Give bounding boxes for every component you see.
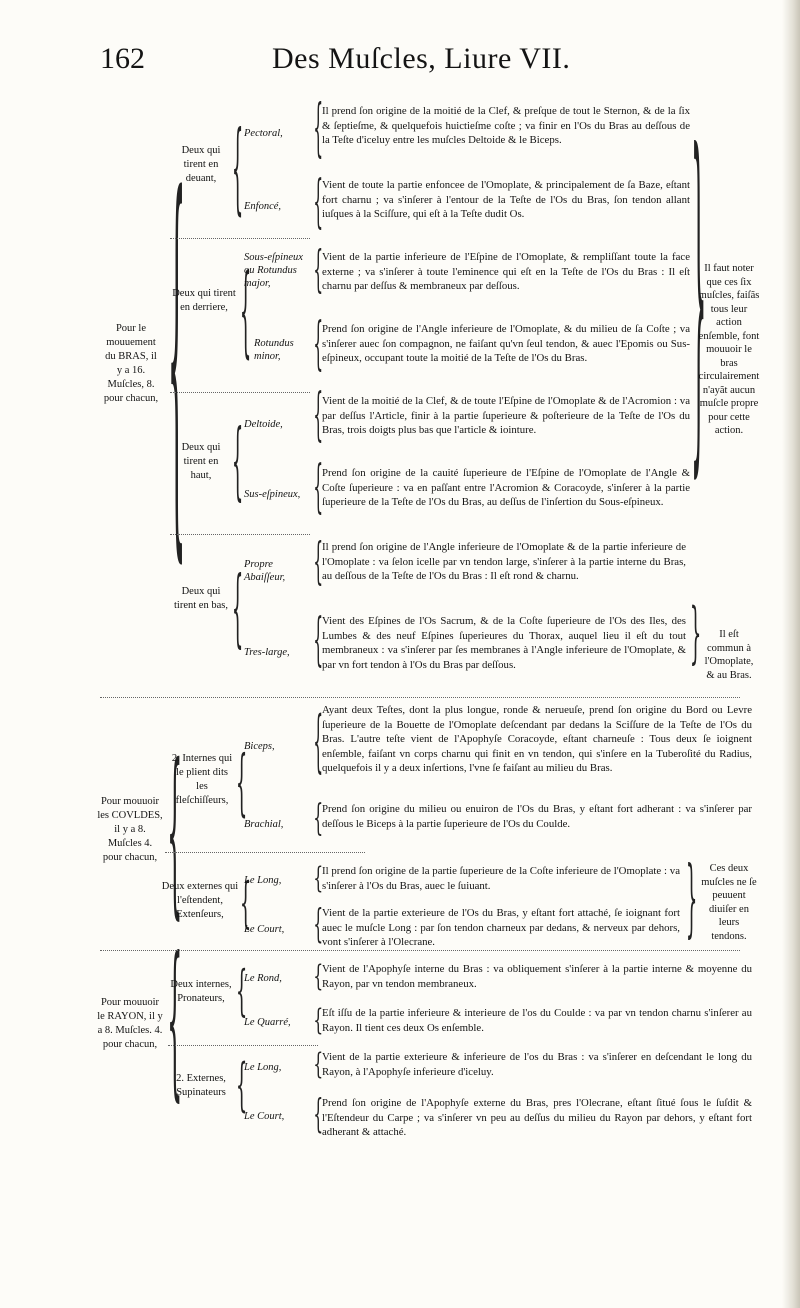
muscle-brace: { [313, 798, 324, 840]
muscle-text-deltoide: Vient de la moitié de la Clef, & de toute l'Eſpine de l'Omoplate & de l'Acromion : va par deſſus l'Article, finir à la partie ſuperieure & poſterieure de la Teſte de l'Os du Bras, trois doigts plus bas que l'article & iointure. [322, 395, 690, 436]
muscle-text-long-extenseur: Il prend ſon origine de la partie ſuperieure de la Coſte inferieure de l'Omoplate : va s'inſerer à l'Os du Bras, auec le ſuiuant. [322, 865, 680, 892]
subgroup-brace-derriere: { [239, 255, 252, 372]
group-label-bras: Pour le mouuement du BRAS, il y a 16. Muſcles, 8. pour chacun, [103, 323, 159, 404]
subgroup-brace-bas: { [231, 560, 244, 659]
muscle-name-long-supinateur: Le Long, [244, 1062, 282, 1073]
side-note-extenseurs: Ces deux muſcles ne ſe peuuent diuiſer en leurs tendons. [701, 863, 757, 942]
muscle-name-sous-espineux: Sous-eſpineux ou Rotundus major, [244, 252, 303, 289]
muscle-text-propre-abaisseur: Il prend ſon origine de l'Angle inferieure de l'Omoplate & de la partie inferieure de l'Omoplate : va ſelon icelle par vn tendon large, s'inſerer à la partie interne du Bras, au deſſous de la Teſte de l'Os du Bras : Il eſt rond & charnu. [322, 541, 686, 582]
muscle-brace: { [313, 170, 324, 236]
muscle-brace: { [313, 455, 324, 521]
group-brace-rayon: { [167, 925, 183, 1119]
muscle-text-rond: Vient de l'Apophyſe interne du Bras : va obliquement s'inſerer à la partie interne & moyenne du Rayon, par vn tendon membraneux. [322, 963, 752, 990]
muscle-name-biceps: Biceps, [244, 741, 275, 752]
muscle-brace: { [313, 608, 324, 674]
muscle-name-enfonce: Enfoncé, [244, 201, 282, 212]
subgroup-label-extenseurs: Deux externes qui l'eſtendent, Extenſeurs, [161, 881, 239, 920]
page-header [100, 42, 770, 82]
muscle-text-court-supinateur: Prend ſon origine de l'Apophyſe externe du Bras, pres l'Olecrane, eſtant ſitué ſous le ſuſdit & l'Eſtendeur du Carpe ; va s'inſerer vn peu au deſſus du milieu du Rayon par dehors, y eſtant fort adherant & attaché. [322, 1097, 752, 1138]
muscle-brace: { [313, 1004, 324, 1038]
muscle-text-sus-espineux: Prend ſon origine de la cauité ſuperieure de l'Eſpine de l'Omoplate de l'Angle & Coſte ſuperieure : va en paſſant entre l'Acromion & Coracoyde, s'inſerer à la partie ſuperieure de la Teſte de l'Os du Bras, au deſſus de l'inſertion du Sous-eſpineux. [322, 467, 690, 508]
muscle-name-tres-large: Tres-large, [244, 647, 290, 658]
muscle-name-pectoral: Pectoral, [244, 128, 283, 139]
muscle-text-tres-large: Vient des Eſpines de l'Os Sacrum, & de la Coſte ſuperieure de l'Os des Iles, des Lumbes & des neuf Eſpines ſuperieures du Thorax, auquel lieu il eſt du tout membraneux : va s'inſerer par ſes membranes à l'Angle inferieure de l'Omoplate, & par vn fort tendon à l'Os du Bras par deſſous. [322, 615, 686, 671]
muscle-brace: { [313, 312, 324, 378]
muscle-brace: { [313, 960, 324, 994]
subgroup-brace-pronateurs: { [235, 960, 248, 1024]
muscle-brace: { [313, 1092, 324, 1138]
subgroup-label-deuant: Deux qui tirent en deuant, [181, 145, 221, 184]
muscle-name-propre-abaisseur: Propre Abaiſſeur, [244, 559, 286, 583]
muscle-brace: { [313, 1048, 324, 1082]
separator [168, 1045, 318, 1046]
side-note-bras: Il faut noter que ces ſix muſcles, faiſãs tous leur action enſemble, font mouuoir le bras circulairement n'ayãt aucun muſcle propre pour cette action. [698, 263, 760, 436]
muscle-text-court-extenseur: Vient de la partie exterieure de l'Os du Bras, y eſtant fort attaché, ſe ioignant fort auec le muſcle Long : par ſon tendon charneux par dedans, & nerveux par dehors, vont s'inſerer à l'Olecrane. [322, 907, 680, 948]
muscle-brace: { [313, 242, 324, 300]
muscle-name-deltoide: Deltoide, [244, 419, 283, 430]
subgroup-brace-supinateurs: { [235, 1052, 248, 1120]
subgroup-label-haut: Deux qui tirent en haut, [181, 442, 221, 481]
subgroup-label-bas: Deux qui tirent en bas, [174, 586, 228, 611]
muscle-name-rond: Le Rond, [244, 973, 282, 984]
muscle-name-rotundus-minor: Rotundus minor, [254, 338, 294, 362]
muscle-text-pectoral: Il prend ſon origine de la moitié de la Clef, & preſque de tout le Sternon, & de la ſix & ſeptieſme, & quelquefois huictieſme coſte ; va finir en l'Os du Bras au deſſous de la Teſte d'iceluy entre les muſcles Deltoide & le Biceps. [322, 105, 690, 146]
separator [100, 697, 740, 698]
separator [170, 534, 310, 535]
muscle-text-biceps: Ayant deux Teſtes, dont la plus longue, ronde & nerueuſe, prend ſon origine du Bord ou Levre ſuperieure de la Bouette de l'Omoplate deſcendant par dedans la Sciſſure de la Teſte de l'Os du Bras. L'autre teſte vient de l'Apophyſe Coracoyde, eſtant charneuſe : Tous deux ſe ioignent enſemble, faiſant vn corps charnu qui finit en vn tendon, qui s'inſere en la Tuberoſité du Radius, quelquefois il y a deux inſertions, l'vne ſe faiſant au milieu du Bras. [322, 704, 752, 774]
group-label-couldes: Pour mouuoir les COVLDES, il y a 8. Muſcles 4. pour chacun, [97, 796, 163, 863]
subgroup-brace-haut: { [231, 413, 244, 512]
muscle-brace: { [313, 94, 324, 166]
subgroup-label-derriere: Deux qui tirent en derriere, [172, 288, 236, 313]
muscle-name-quarre: Le Quarré, [244, 1017, 291, 1028]
side-note-brace-extenseurs: } [685, 850, 698, 949]
subgroup-brace-fleschisseurs: { [235, 741, 248, 826]
separator [100, 950, 740, 951]
page-edge-shadow [782, 0, 800, 1308]
muscle-text-brachial: Prend ſon origine du milieu ou enuiron de l'Os du Bras, y eſtant fort adherant : va s'inſerer par deſſous le Biceps à la partie ſuperieure de l'Os du Coulde. [322, 803, 752, 830]
subgroup-brace-extenseurs: { [239, 872, 252, 936]
muscle-text-enfonce: Vient de toute la partie enfoncee de l'Omoplate, & principalement de ſa Baze, eſtant fort charnu ; va s'inſerer à l'entour de la Teſte de l'Os du Bras, ſon tendon allant iuſques à la Sciſſure, qui eſt à la Teſte dudit Os. [322, 179, 690, 220]
muscle-text-quarre: Eſt iſſu de la partie inferieure & interieure de l'os du Coulde : va par vn tendon charnu s'inſerer au Rayon. Il tient ces deux Os enſemble. [322, 1007, 752, 1034]
muscle-name-long-extenseur: Le Long, [244, 875, 282, 886]
muscle-brace: { [313, 704, 324, 782]
muscle-brace: { [313, 902, 324, 948]
group-brace-bras: { [167, 110, 186, 596]
group-brace-couldes: { [167, 730, 183, 938]
muscle-text-sous-espineux: Vient de la partie inferieure de l'Eſpine de l'Omoplate, & rempliſſant toute la face externe ; va s'inſerer à toute l'eminence qui eſt en la Teſte de l'Os du Bras : Il eſt charnu par deſſus & membraneux par deſſous. [322, 251, 690, 292]
page-number: 162 [100, 42, 145, 75]
side-note-brace-omoplate: } [689, 595, 702, 673]
running-title: Des Muſcles, Liure VII. [272, 42, 571, 75]
side-note-omoplate: Il eſt commun à l'Omoplate, & au Bras. [704, 629, 754, 681]
muscle-text-long-supinateur: Vient de la partie exterieure & inferieure de l'os du Bras : va s'inſerer en deſcendant le long du Rayon, à l'Apophyſe inferieure d'iceluy. [322, 1051, 752, 1078]
side-note-brace-bras: } [691, 88, 707, 512]
muscle-brace: { [313, 383, 324, 449]
muscle-name-sus-espineux: Sus-eſpineux, [244, 489, 301, 500]
separator [170, 392, 310, 393]
separator [165, 852, 365, 853]
muscle-name-court-extenseur: Le Court, [244, 924, 285, 935]
muscle-text-rotundus-minor: Prend ſon origine de l'Angle inferieure de l'Omoplate, & du milieu de ſa Coſte ; va s'inſerer auec ſon compagnon, ne faiſant qu'vn ſeul tendon, & auec l'Epomis ou Sus-eſpineux, occupant toute la moitié de la Teſte de l'Os du Bras. [322, 323, 690, 364]
muscle-brace: { [313, 534, 324, 592]
subgroup-label-fleschisseurs: 2. Internes qui le plient dits les fleſchiſſeurs, [171, 753, 233, 806]
subgroup-label-pronateurs: Deux internes, Pronateurs, [170, 979, 232, 1004]
subgroup-label-supinateurs: 2. Externes, Supinateurs [176, 1073, 226, 1098]
separator [170, 238, 310, 239]
muscle-name-brachial: Brachial, [244, 819, 284, 830]
group-label-rayon: Pour mouuoir le RAYON, il y a 8. Muſcles. 4. pour chacun, [97, 997, 163, 1050]
subgroup-brace-deuant: { [231, 112, 244, 229]
muscle-name-court-supinateur: Le Court, [244, 1111, 285, 1122]
muscle-brace: { [313, 862, 324, 896]
